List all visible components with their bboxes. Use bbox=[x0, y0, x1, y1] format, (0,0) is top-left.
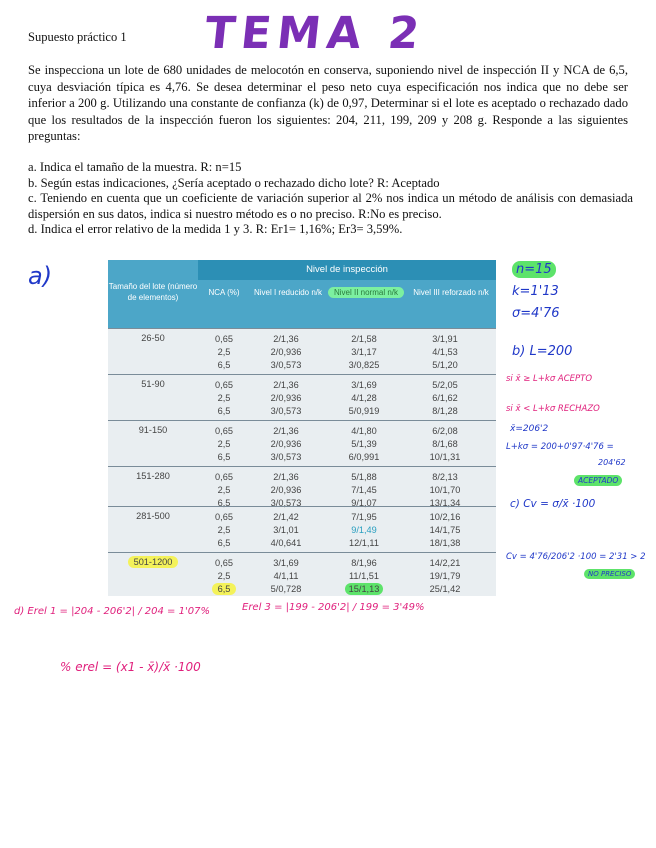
n3-value: 6/2,08 bbox=[432, 426, 458, 436]
note-cv-calc: Cv = 4'76/206'2 ·100 = 2'31 > 2 bbox=[506, 552, 646, 562]
n3-value: 3/1,91 bbox=[432, 334, 458, 344]
n2-value: 5/1,39 bbox=[351, 439, 377, 449]
n1-value: 2/1,36 bbox=[273, 380, 299, 390]
nca-value: 6,5 bbox=[217, 452, 231, 462]
note-er3: Erel 3 = |199 - 206'2| / 199 = 3'49% bbox=[242, 602, 425, 613]
n1-value: 3/0,573 bbox=[270, 498, 302, 508]
note-accepted-highlight: ACEPTADO bbox=[574, 475, 622, 486]
header-level-2 bbox=[326, 280, 406, 328]
inspection-table bbox=[108, 260, 496, 596]
note-not-precise bbox=[584, 570, 635, 578]
lot-size: 51-90 bbox=[141, 379, 165, 389]
statement-text: Se inspecciona un lote de 680 unidades de melocotón en conserva, suponiendo nivel de inspección II y NCA de 6,5, cuya desviación típica es 4,76. Se desea determinar el peso neto cuya especificación nos indica que no debe ser inferior a 200 g. Utilizando una constante de confianza (k) de 0,97, Determinar si el lote es aceptado o rechazado dado que los resultados de la inspección fueron los siguientes: 204, 211, 199, 209 y 208 g. Responde a las siguientes preguntas: bbox=[28, 63, 628, 143]
nca-value: 2,5 bbox=[217, 571, 231, 581]
n3-value: 18/1,38 bbox=[429, 538, 461, 548]
nca-value: 0,65 bbox=[215, 380, 233, 390]
n1-value: 3/0,573 bbox=[270, 452, 302, 462]
n3-value: 13/1,34 bbox=[429, 498, 461, 508]
n1-value: 2/1,36 bbox=[273, 426, 299, 436]
n1-value: 2/0,936 bbox=[270, 485, 302, 495]
nca-value: 2,5 bbox=[217, 347, 231, 357]
note-k: k=1'13 bbox=[512, 284, 559, 299]
n2-value: 3/1,17 bbox=[351, 347, 377, 357]
n3-value: 10/1,70 bbox=[429, 485, 461, 495]
n2-value bbox=[334, 583, 394, 596]
n2-value: 7/1,45 bbox=[351, 485, 377, 495]
n3-value: 14/1,75 bbox=[429, 525, 461, 535]
exercise-title: Supuesto práctico 1 bbox=[28, 30, 127, 44]
n2-value: 5/1,88 bbox=[351, 472, 377, 482]
note-calc-result: 204'62 bbox=[598, 458, 626, 467]
n1-value: 2/0,936 bbox=[270, 393, 302, 403]
note-mean: x̄=206'2 bbox=[510, 424, 549, 434]
note-b: b) L=200 bbox=[512, 344, 573, 359]
nca-value: 0,65 bbox=[215, 334, 233, 344]
note-c: c) Cv = σ/x̄ ·100 bbox=[510, 498, 596, 510]
n3-value: 8/2,13 bbox=[432, 472, 458, 482]
note-formula: % erel = (x1 - x̄)/x̄ ·100 bbox=[60, 660, 201, 674]
nca-value: 6,5 bbox=[217, 538, 231, 548]
nca-value: 0,65 bbox=[215, 558, 233, 568]
nca-value: 6,5 bbox=[217, 498, 231, 508]
n1-value: 2/0,936 bbox=[270, 347, 302, 357]
header-level-1: Nivel I reducido n/k bbox=[250, 280, 326, 328]
lot-size-highlight: 501-1200 bbox=[128, 556, 179, 568]
table-row bbox=[108, 506, 496, 551]
lot-size: 26-50 bbox=[141, 333, 165, 343]
lot-size: 91-150 bbox=[138, 425, 168, 435]
n1-value: 3/0,573 bbox=[270, 360, 302, 370]
n1-value: 5/0,728 bbox=[270, 584, 302, 594]
nca-value: 6,5 bbox=[217, 406, 231, 416]
n3-value: 10/1,31 bbox=[429, 452, 461, 462]
n2-value: 4/1,80 bbox=[351, 426, 377, 436]
header-level-3: Nivel III reforzado n/k bbox=[406, 280, 496, 328]
n2-value: 5/0,919 bbox=[348, 406, 380, 416]
note-accepted bbox=[574, 476, 622, 485]
question-b: b. Según estas indicaciones, ¿Sería aceptado o rechazado dicho lote? R: Aceptado bbox=[28, 175, 440, 190]
n3-value: 10/2,16 bbox=[429, 512, 461, 522]
n3-value: 19/1,79 bbox=[429, 571, 461, 581]
n3-value: 14/2,21 bbox=[429, 558, 461, 568]
note-calc: L+kσ = 200+0'97·4'76 = bbox=[506, 442, 614, 452]
header-lot-size: Tamaño del lote (número de elementos) bbox=[108, 260, 198, 328]
header-group: Nivel de inspección bbox=[198, 260, 496, 280]
nca-highlight: 6,5 bbox=[212, 583, 237, 595]
n2-value: 2/1,58 bbox=[351, 334, 377, 344]
note-not-precise-highlight: NO PRECISO bbox=[584, 569, 635, 579]
n2-value: 9/1,07 bbox=[351, 498, 377, 508]
note-sigma: σ=4'76 bbox=[512, 306, 560, 321]
nca-value: 0,65 bbox=[215, 426, 233, 436]
n3-value: 4/1,53 bbox=[432, 347, 458, 357]
n1-value: 2/1,36 bbox=[273, 334, 299, 344]
header-nca: NCA (%) bbox=[198, 280, 250, 328]
problem-statement bbox=[28, 62, 628, 145]
n2-value: 9/1,49 bbox=[351, 525, 377, 535]
question-c: c. Teniendo en cuenta que un coeficiente de variación superior al 2% nos indica un método de análisis con demasiada dispersión en sus datos, indica si nuestro método es o no preciso. R:No es preciso. bbox=[28, 191, 633, 221]
handwritten-title: TEMA 2 bbox=[202, 8, 428, 59]
nca-value: 0,65 bbox=[215, 512, 233, 522]
n2-value: 11/1,51 bbox=[349, 571, 379, 581]
n1-value: 2/0,936 bbox=[270, 439, 302, 449]
n3-value: 5/2,05 bbox=[432, 380, 458, 390]
nca-value: 6,5 bbox=[217, 360, 231, 370]
n1-value: 3/1,69 bbox=[273, 558, 299, 568]
n1-value: 3/0,573 bbox=[270, 406, 302, 416]
n2-value: 7/1,95 bbox=[351, 512, 377, 522]
nca-value bbox=[204, 583, 244, 596]
n1-value: 3/1,01 bbox=[273, 525, 299, 535]
n3-value: 25/1,42 bbox=[429, 584, 461, 594]
n1-value: 4/0,641 bbox=[270, 538, 302, 548]
table-row bbox=[108, 328, 496, 373]
n2-value: 6/0,991 bbox=[348, 452, 380, 462]
table-row bbox=[108, 466, 496, 511]
n2-value: 3/1,69 bbox=[351, 380, 377, 390]
question-list bbox=[28, 160, 633, 238]
nca-value: 2,5 bbox=[217, 439, 231, 449]
lot-size: 151-280 bbox=[136, 471, 170, 481]
table-row bbox=[108, 552, 496, 597]
n2-value: 12/1,11 bbox=[349, 538, 379, 548]
note-er1: d) Erel 1 = |204 - 206'2| / 204 = 1'07% bbox=[14, 606, 210, 617]
n1-value: 2/1,42 bbox=[273, 512, 299, 522]
n3-value: 6/1,62 bbox=[432, 393, 458, 403]
header-level-2-highlight: Nivel II normal n/k bbox=[328, 287, 404, 298]
n3-value: 8/1,28 bbox=[432, 406, 458, 416]
nca-value: 2,5 bbox=[217, 485, 231, 495]
note-rule-reject: si x̄ < L+kσ RECHAZO bbox=[506, 404, 600, 414]
n3-value: 5/1,20 bbox=[432, 360, 458, 370]
lot-size: 281-500 bbox=[136, 511, 170, 521]
note-n bbox=[512, 262, 556, 277]
question-d: d. Indica el error relativo de la medida 1 y 3. R: Er1= 1,16%; Er3= 3,59%. bbox=[28, 222, 403, 236]
question-a: a. Indica el tamaño de la muestra. R: n=15 bbox=[28, 160, 242, 174]
table-row bbox=[108, 374, 496, 419]
table-row bbox=[108, 420, 496, 465]
nca-value: 0,65 bbox=[215, 472, 233, 482]
n2-value: 4/1,28 bbox=[351, 393, 377, 403]
note-rule-accept: si x̄ ≥ L+kσ ACEPTO bbox=[506, 374, 593, 384]
lot-size bbox=[108, 557, 198, 567]
n2-highlight: 15/1,13 bbox=[345, 583, 384, 595]
nca-value: 2,5 bbox=[217, 393, 231, 403]
note-a-label: a) bbox=[28, 262, 53, 290]
n1-value: 2/1,36 bbox=[273, 472, 299, 482]
n2-value: 3/0,825 bbox=[348, 360, 380, 370]
n2-value: 8/1,96 bbox=[351, 558, 377, 568]
n1-value: 4/1,11 bbox=[273, 571, 299, 581]
n3-value: 8/1,68 bbox=[432, 439, 458, 449]
nca-value: 2,5 bbox=[217, 525, 231, 535]
note-n-highlight: n=15 bbox=[512, 261, 556, 278]
